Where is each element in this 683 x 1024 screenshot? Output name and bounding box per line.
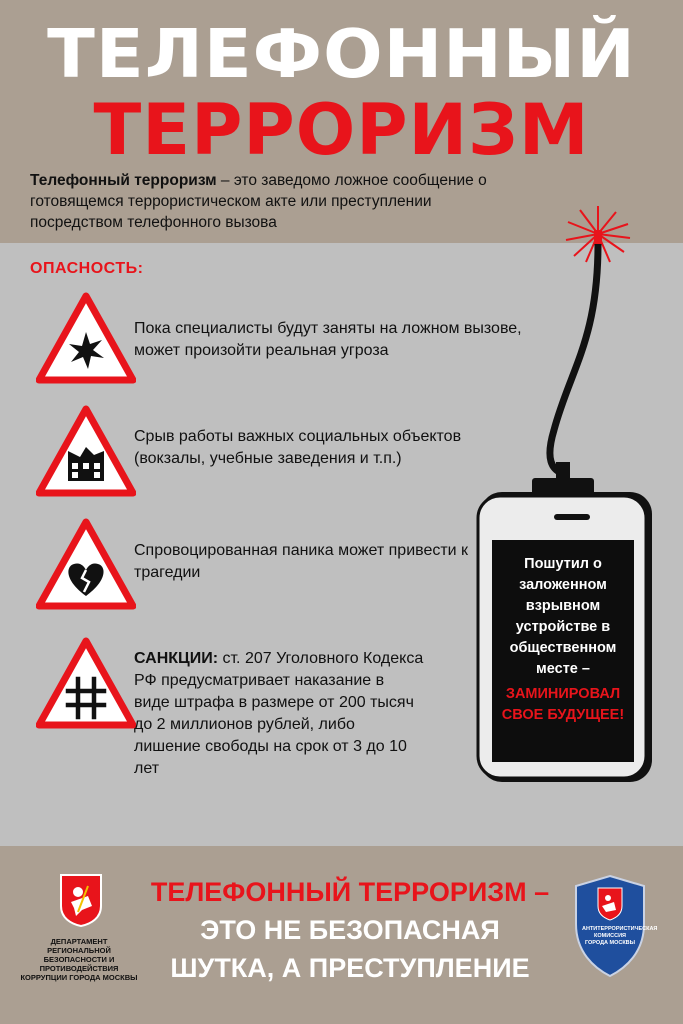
title-line-1: ТЕЛЕФОННЫЙ [47, 15, 636, 93]
danger-item-1: Пока специалисты будут заняты на ложном вызове, может произойти реальная угроза [134, 320, 522, 359]
prison-bars-icon [36, 637, 136, 729]
moscow-emblem-logo [58, 872, 104, 928]
explosion-icon [36, 292, 136, 384]
broken-heart-icon [36, 518, 136, 610]
definition [30, 170, 520, 233]
commission-name: АНТИТЕРРОРИСТИЧЕСКАЯ КОМИССИЯ ГОРОДА МОСКВЫ [582, 926, 658, 946]
danger-item-2: Срыв работы важных социальных объектов (вокзалы, учебные заведения и т.п.) [134, 428, 462, 467]
slogan-line-1: ЭТО НЕ БЕЗОПАСНАЯ [200, 915, 500, 945]
slogan-line-2: ШУТКА, А ПРЕСТУПЛЕНИЕ [170, 953, 530, 983]
phone-screen-text: Пошутил о заложенном взрывном устройстве в общественном месте – [509, 556, 617, 677]
definition-term: Телефонный терроризм [30, 172, 217, 189]
danger-label: ОПАСНОСТЬ: [30, 260, 144, 277]
sanctions-label: САНКЦИИ: [134, 650, 219, 667]
sanctions-text [134, 648, 424, 780]
danger-item-3: Спровоцированная паника может привести к трагедии [134, 542, 469, 581]
title-line-2: ТЕРРОРИЗМ [93, 89, 590, 171]
sanctions-body: ст. 207 Уголовного Кодекса РФ предусматривает наказание в виде штрафа в размере от 200 тысяч до 2 миллионов рублей, либо лишение свободы на срок от 3 до 10 лет [134, 650, 424, 777]
damaged-building-icon [36, 405, 136, 497]
definition-text: – это заведомо ложное сообщение о готовящемся террористическом акте или преступлении посредством телефонного вызова [30, 172, 487, 231]
department-name: ДЕПАРТАМЕНТ РЕГИОНАЛЬНОЙ БЕЗОПАСНОСТИ И ПРОТИВОДЕЙСТВИЯ КОРРУПЦИИ ГОРОДА МОСКВЫ [20, 937, 138, 982]
slogan-red: ТЕЛЕФОННЫЙ ТЕРРОРИЗМ – [150, 877, 550, 907]
phone-screen-warning: ЗАМИНИРОВАЛ СВОЕ БУДУЩЕЕ! [501, 686, 625, 723]
